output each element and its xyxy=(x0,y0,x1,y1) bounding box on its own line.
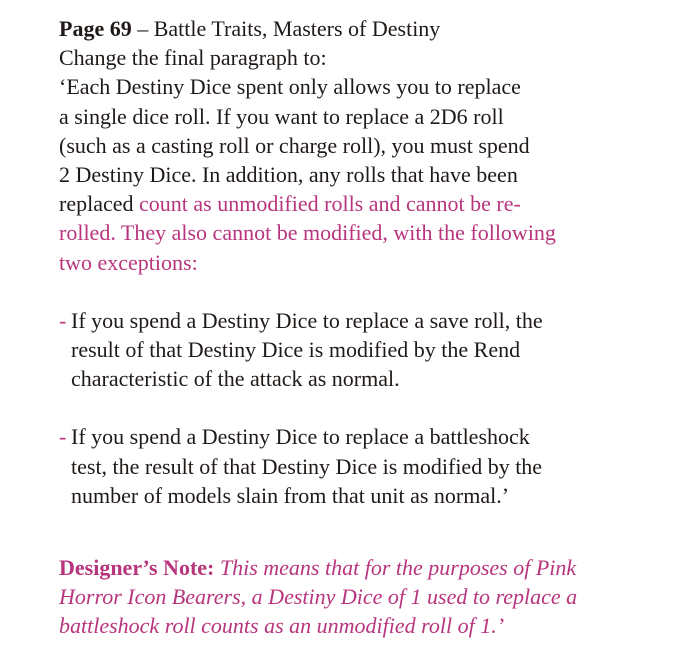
bullet-line: result of that Destiny Dice is modified by the Rend xyxy=(71,337,521,363)
heading-separator: – xyxy=(131,16,154,41)
bullet-line: characteristic of the attack as normal. xyxy=(71,366,400,392)
page-reference: Page 69 xyxy=(59,16,132,41)
errata-heading xyxy=(59,14,689,43)
bullet-line: If you spend a Destiny Dice to replace a battleshock xyxy=(71,424,530,450)
replacement-paragraph xyxy=(59,72,689,276)
highlighted-line: two exceptions: xyxy=(59,249,198,275)
spacer xyxy=(59,510,689,539)
note-line: Horror Icon Bearers, a Destiny Dice of 1 used to replace a xyxy=(59,584,578,610)
designers-note xyxy=(59,553,689,641)
instruction-text: Change the final paragraph to: xyxy=(59,45,327,71)
errata-document xyxy=(59,14,689,641)
paragraph-plain-text: replaced xyxy=(59,191,139,217)
note-text: This means that for the purposes of Pink xyxy=(219,555,577,581)
spacer xyxy=(59,277,689,306)
bullet-dash: - xyxy=(59,424,67,450)
designers-note-label: Designer’s Note: xyxy=(59,555,220,581)
bullet-line: If you spend a Destiny Dice to replace a save roll, the xyxy=(71,307,543,333)
section-title: Battle Traits, Masters of Destiny xyxy=(153,16,441,41)
paragraph-line: a single dice roll. If you want to replace a 2D6 roll xyxy=(59,103,504,129)
bullet-item xyxy=(59,306,689,394)
spacer xyxy=(59,393,689,422)
bullet-item xyxy=(59,422,689,510)
paragraph-line: ‘Each Destiny Dice spent only allows you to replace xyxy=(59,74,521,100)
paragraph-line xyxy=(59,189,689,218)
paragraph-line: 2 Destiny Dice. In addition, any rolls that have been xyxy=(59,162,518,188)
bullet-line: number of models slain from that unit as normal.’ xyxy=(71,482,510,508)
highlighted-line: rolled. They also cannot be modified, with the following xyxy=(59,220,556,246)
note-line: battleshock roll counts as an unmodified roll of 1.’ xyxy=(59,613,505,639)
note-line xyxy=(59,553,689,582)
highlighted-text: count as unmodified rolls and cannot be re- xyxy=(139,191,521,217)
paragraph-line: (such as a casting roll or charge roll), you must spend xyxy=(59,132,530,158)
bullet-line: test, the result of that Destiny Dice is modified by the xyxy=(71,453,543,479)
bullet-dash: - xyxy=(59,307,67,333)
